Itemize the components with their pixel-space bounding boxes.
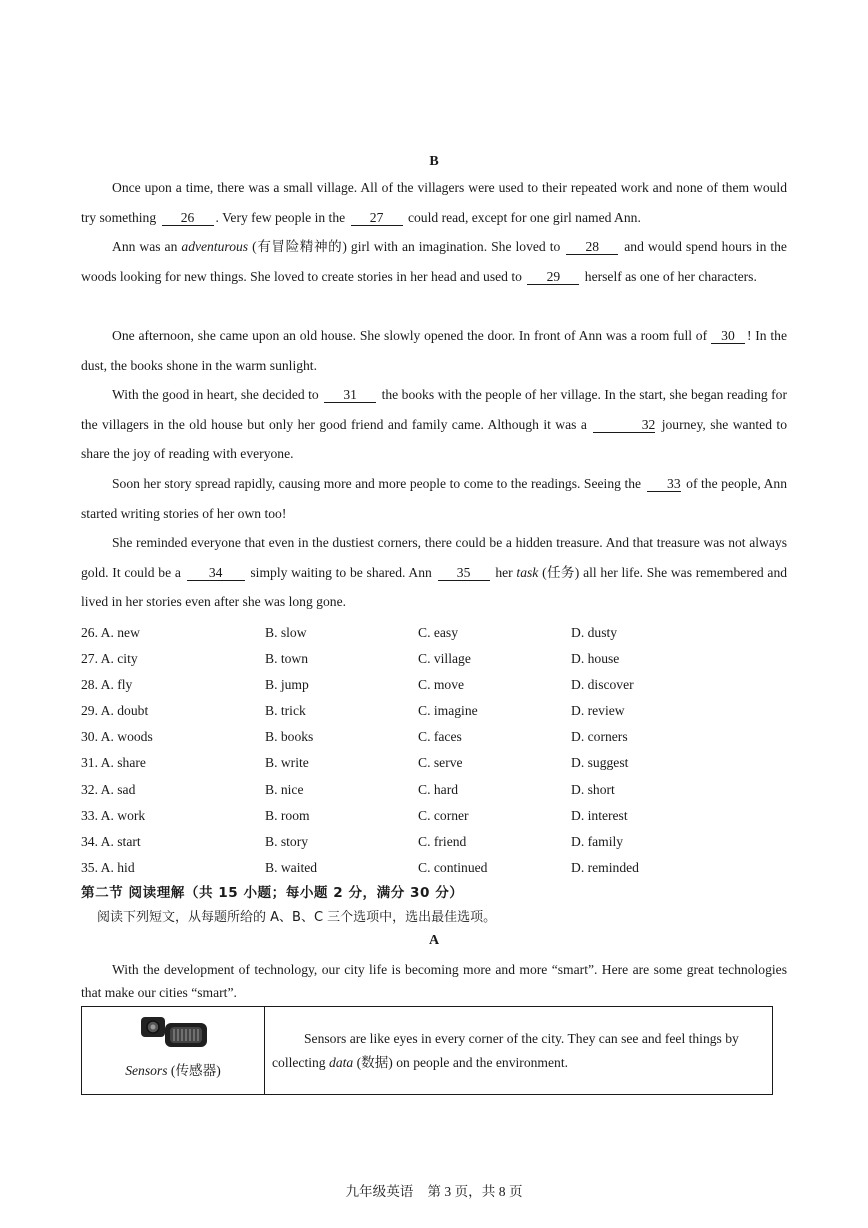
italic-word: task — [516, 564, 539, 580]
option-row-33 — [81, 805, 781, 831]
option-row-30 — [81, 726, 781, 752]
paragraph-4 — [81, 380, 787, 469]
option-row-35 — [81, 857, 781, 883]
option-d: D. review — [571, 703, 625, 719]
option-a: 32. A. sad — [81, 781, 136, 797]
blank-35: 35 — [438, 565, 490, 581]
option-d: D. discover — [571, 677, 634, 693]
option-c: C. imagine — [418, 703, 478, 719]
option-row-32 — [81, 779, 781, 805]
option-b: B. story — [265, 833, 309, 849]
option-d: D. interest — [571, 807, 628, 823]
text: her — [495, 564, 513, 580]
option-a: 34. A. start — [81, 833, 141, 849]
option-c: C. friend — [418, 833, 467, 849]
option-d: D. reminded — [571, 859, 639, 875]
option-d: D. suggest — [571, 755, 629, 771]
option-row-31 — [81, 752, 781, 778]
text: and would spend hours in the woods looking for new things. She loved to create stories in her head and used to — [81, 239, 787, 284]
section-b-heading: B — [429, 154, 439, 169]
text: With the good in heart, she decided to — [112, 387, 319, 402]
option-row-34 — [81, 831, 781, 857]
blank-28: 28 — [566, 239, 618, 255]
option-c: C. easy — [418, 625, 459, 640]
text: ! In the dust, the books shone in the warm sunlight. — [81, 328, 787, 373]
option-a: 29. A. doubt — [81, 703, 149, 719]
text: Ann was an — [112, 239, 178, 254]
option-row-27 — [81, 648, 781, 674]
option-c: C. serve — [418, 755, 463, 771]
text: . Very few people in the — [215, 209, 346, 225]
option-b: B. books — [265, 729, 314, 745]
option-b: B. slow — [265, 625, 307, 640]
option-d: D. family — [571, 833, 624, 849]
option-a: 33. A. work — [81, 807, 146, 823]
option-c: C. move — [418, 677, 465, 693]
text: (有冒险精神的) girl with an imagination. She loved to — [252, 239, 561, 254]
option-d: D. short — [571, 781, 615, 797]
option-a: 35. A. hid — [81, 859, 135, 875]
option-b: B. jump — [265, 677, 309, 693]
option-row-29 — [81, 700, 781, 726]
text: One afternoon, she came upon an old house. She slowly opened the door. In front of Ann was a room full of — [112, 328, 708, 343]
text: With the development of technology, our city life is becoming more and more “smart”. Here are some great technologies that make our cities “smart”. — [81, 962, 787, 1000]
text: the books with the people of her village. In the start, she began reading for the villagers in the old house but only her good friend and family came. Although it was a — [81, 387, 787, 432]
blank-27: 27 — [351, 210, 403, 226]
paragraph-6 — [81, 528, 787, 617]
option-b: B. nice — [265, 781, 304, 797]
italic-word: data — [329, 1055, 354, 1070]
sensor-label — [82, 1059, 264, 1079]
option-a: 31. A. share — [81, 755, 146, 771]
option-b: B. waited — [265, 859, 318, 875]
blank-32: 32 — [593, 417, 655, 433]
text: Once upon a time, there was a small village. All of the villagers were used to their repeated work and none of them would try something — [81, 180, 787, 225]
footer-page-number: 第 3 页，共 8 页 — [427, 1184, 523, 1199]
blank-34: 34 — [187, 565, 245, 581]
text: of the people, Ann started writing stories of her own too! — [81, 476, 788, 521]
option-c: C. village — [418, 651, 471, 667]
blank-31: 31 — [324, 387, 376, 403]
blank-33: 33 — [647, 476, 681, 492]
text: simply waiting to be shared. Ann — [250, 564, 432, 580]
part-2-title: 第二节 阅读理解（共 15 小题；每小题 2 分，满分 30 分） — [81, 885, 464, 901]
option-a: 27. A. city — [81, 651, 138, 667]
option-d: D. corners — [571, 729, 628, 745]
part-2-instruction: 阅读下列短文，从每题所给的 A、B、C 三个选项中，选出最佳选项。 — [97, 910, 497, 925]
blank-29: 29 — [527, 269, 579, 285]
option-d: D. house — [571, 651, 620, 667]
sensor-icon — [139, 1011, 211, 1051]
text: Sensors — [125, 1063, 168, 1078]
option-b: B. town — [265, 651, 309, 667]
table-label-cell — [82, 1007, 265, 1094]
table-description — [272, 1027, 766, 1075]
text: (任务) all her life. She was remembered and lived in her stories even after she was long gone. — [81, 564, 788, 609]
paragraph-5 — [81, 469, 787, 528]
option-a: 30. A. woods — [81, 729, 153, 745]
option-c: C. hard — [418, 781, 459, 797]
italic-word: adventurous — [181, 239, 249, 254]
option-row-28 — [81, 674, 781, 700]
blank-30: 30 — [711, 328, 745, 344]
text: (传感器) — [170, 1063, 221, 1078]
option-b: B. write — [265, 755, 309, 771]
option-b: B. trick — [265, 703, 306, 719]
text: (数据) on people and the environment. — [356, 1055, 568, 1070]
paragraph-3 — [81, 321, 787, 380]
option-d: D. dusty — [571, 625, 618, 640]
text: Soon her story spread rapidly, causing more and more people to come to the readings. Seeing the — [112, 476, 642, 491]
text: She reminded everyone that even in the dustiest corners, there could be a hidden treasure. And that treasure was not always gold. It could be a — [81, 535, 787, 580]
page-footer — [0, 1180, 868, 1200]
paragraph-2 — [81, 232, 787, 291]
blank-26: 26 — [162, 210, 214, 226]
option-a: 28. A. fly — [81, 677, 133, 693]
option-row-26 — [81, 622, 781, 648]
footer-subject: 九年级英语 — [345, 1184, 414, 1199]
option-b: B. room — [265, 807, 310, 823]
text: journey, she wanted to share the joy of reading with everyone. — [81, 416, 787, 461]
option-c: C. corner — [418, 807, 469, 823]
paragraph-1 — [81, 173, 787, 232]
section-a-heading: A — [428, 933, 440, 948]
option-a: 26. A. new — [81, 625, 140, 640]
option-c: C. faces — [418, 729, 462, 745]
text: could read, except for one girl named Ann. — [407, 209, 641, 225]
text: Sensors are like eyes in every corner of the city. They can see and feel things by collecting — [272, 1031, 739, 1070]
option-c: C. continued — [418, 859, 488, 875]
text: herself as one of her characters. — [584, 268, 757, 284]
options-list — [81, 622, 781, 883]
section-a-intro — [81, 958, 787, 1004]
technology-table — [81, 1006, 773, 1095]
